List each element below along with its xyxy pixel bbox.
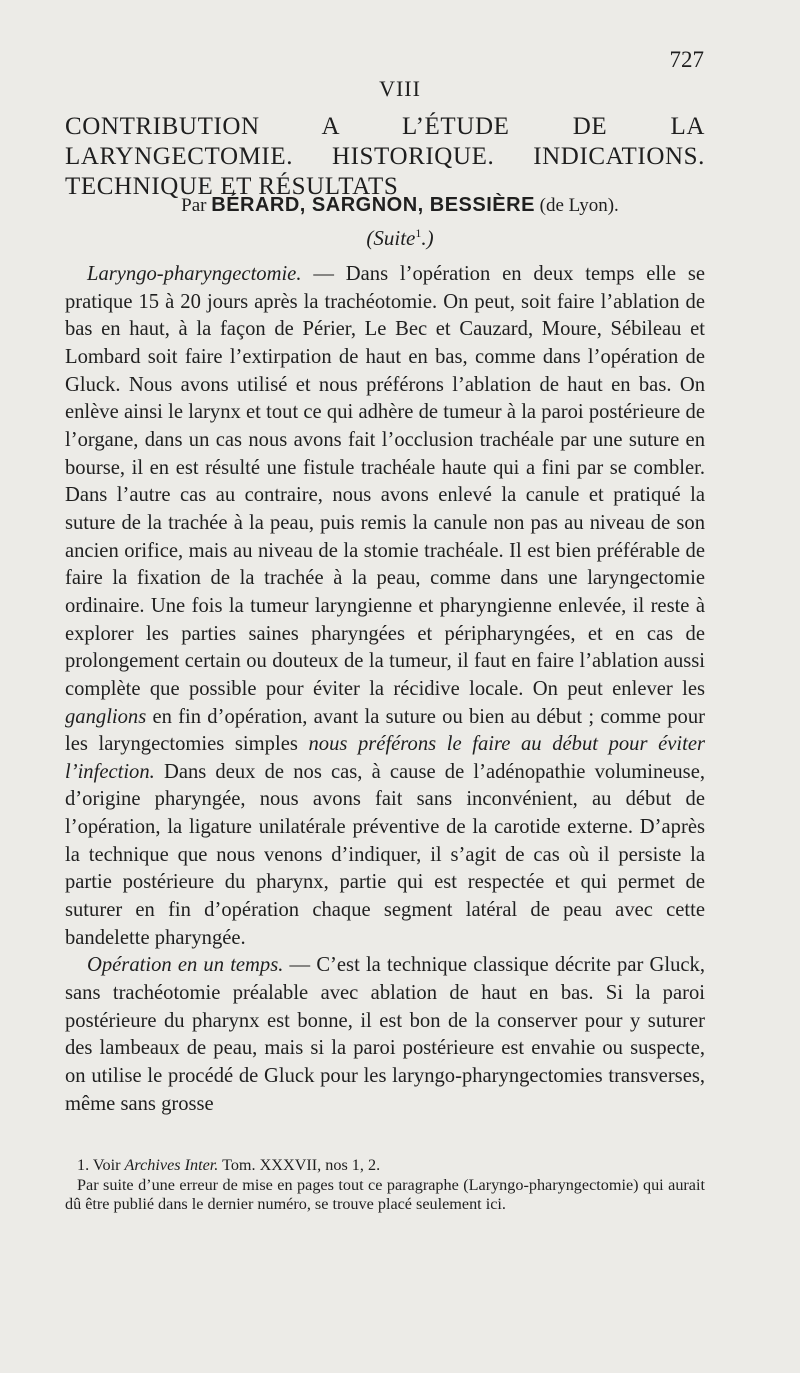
italic-emphasis: nous préférons le faire au début pour éviter l’infection. (65, 733, 705, 783)
article-title: CONTRIBUTION A L’ÉTUDE DE LA LARYNGECTOMIE. HISTORIQUE. INDICATIONS. TECHNIQUE ET RÉSULTATS (65, 113, 705, 200)
continuation-label: Suite (373, 226, 416, 250)
author-names: BÉRARD, SARGNON, BESSIÈRE (211, 194, 535, 216)
footnote-2: Par suite d’une erreur de mise en pages tout ce paragraphe (Laryngo-pharyngectomie) qui aurait dû être publié dans le dernier numéro, se trouve placé seulement ici. (65, 1175, 705, 1214)
footnote-reference: Tom. XXXVII, nos 1, 2. (218, 1156, 381, 1174)
footnote-prefix: 1. Voir (77, 1156, 125, 1174)
authors-prefix: Par (181, 195, 207, 216)
continuation-note (0, 226, 800, 251)
footnote-1 (65, 1156, 705, 1176)
section-heading-operation-un-temps: Opération en un temps. (87, 954, 284, 977)
continuation-close: .) (421, 226, 434, 250)
body-text (65, 261, 705, 1118)
authors-line (0, 194, 800, 217)
paragraph-text: — Dans l’opération en deux temps elle se pratique 15 à 20 jours après la trachéotomie. On peut, soit faire l’ablation de bas en haut, à la façon de Périer, Le Bec et Cauzard, Moure, Sébileau et Lombard soit faire l’extirpation de haut en bas, comme dans l’opération de Gluck. Nous avons utilisé et nous préférons l’ablation de haut en bas. On enlève ainsi le larynx et tout ce qui adhère de tumeur à la paroi postérieure de l’organe, dans un cas nous avons fait l’occlusion trachéale par une suture en bourse, il en est résulté une fistule trachéale haute qui a fini par se combler. Dans l’autre cas au contraire, nous avons enlevé la canule et pratiqué la suture de la trachée à la peau, puis remis la canule non pas au niveau de son ancien orifice, mais au niveau de la stomie trachéale. Il est bien préférable de faire la fixation de la trachée à la peau, comme dans une laryngectomie ordinaire. Une fois la tumeur laryngienne et pharyngienne enlevée, il reste à explorer les parties saines pharyngées et péripharyngées, et en cas de prolongement certain ou douteux de la tumeur, il faut en faire l’ablation aussi complète que possible pour éviter la récidive locale. On peut enlever les (65, 263, 705, 700)
author-affiliation: (de Lyon). (539, 195, 619, 216)
paragraph-laryngo-pharyngectomie (65, 261, 705, 952)
paragraph-text: — C’est la technique classique décrite par Gluck, sans trachéotomie préalable avec ablation de haut en bas. Si la paroi postérieure du pharynx est bonne, il est bon de la conserver pour y suturer des lambeaux de peau, mais si la paroi postérieure est envahie ou suspecte, on utilise le procédé de Gluck pour les laryngo-pharyngectomies transverses, même sans grosse (65, 954, 705, 1115)
section-heading-laryngo-pharyngectomie: Laryngo-pharyngectomie. (87, 263, 302, 285)
footnote-journal: Archives Inter. (124, 1156, 219, 1174)
footnotes (65, 1156, 705, 1215)
paragraph-text: en fin d’opération, avant la suture ou bien au début ; comme pour les laryngectomies simples (65, 705, 705, 756)
continuation-open: ( (366, 226, 374, 250)
paragraph-operation-un-temps (65, 952, 705, 1118)
italic-term-ganglions: ganglions (65, 705, 147, 728)
paragraph-text: Dans deux de nos cas, à cause de l’adénopathie volumineuse, d’origine pharyngée, nous avons fait sans inconvénient, au début de l’opération, la ligature unilatérale préventive de la carotide externe. D’après la technique que nous venons d’indiquer, il s’agit de cas où il persiste la partie postérieure du pharynx, partie qui est respectée et qui permet de suturer en fin d’opération chaque segment latéral de peau avec cette bandelette pharyngée. (65, 760, 705, 949)
page-number: 727 (669, 47, 704, 72)
chapter-number: VIII (379, 76, 421, 101)
footnote-marker: 1 (415, 226, 422, 240)
